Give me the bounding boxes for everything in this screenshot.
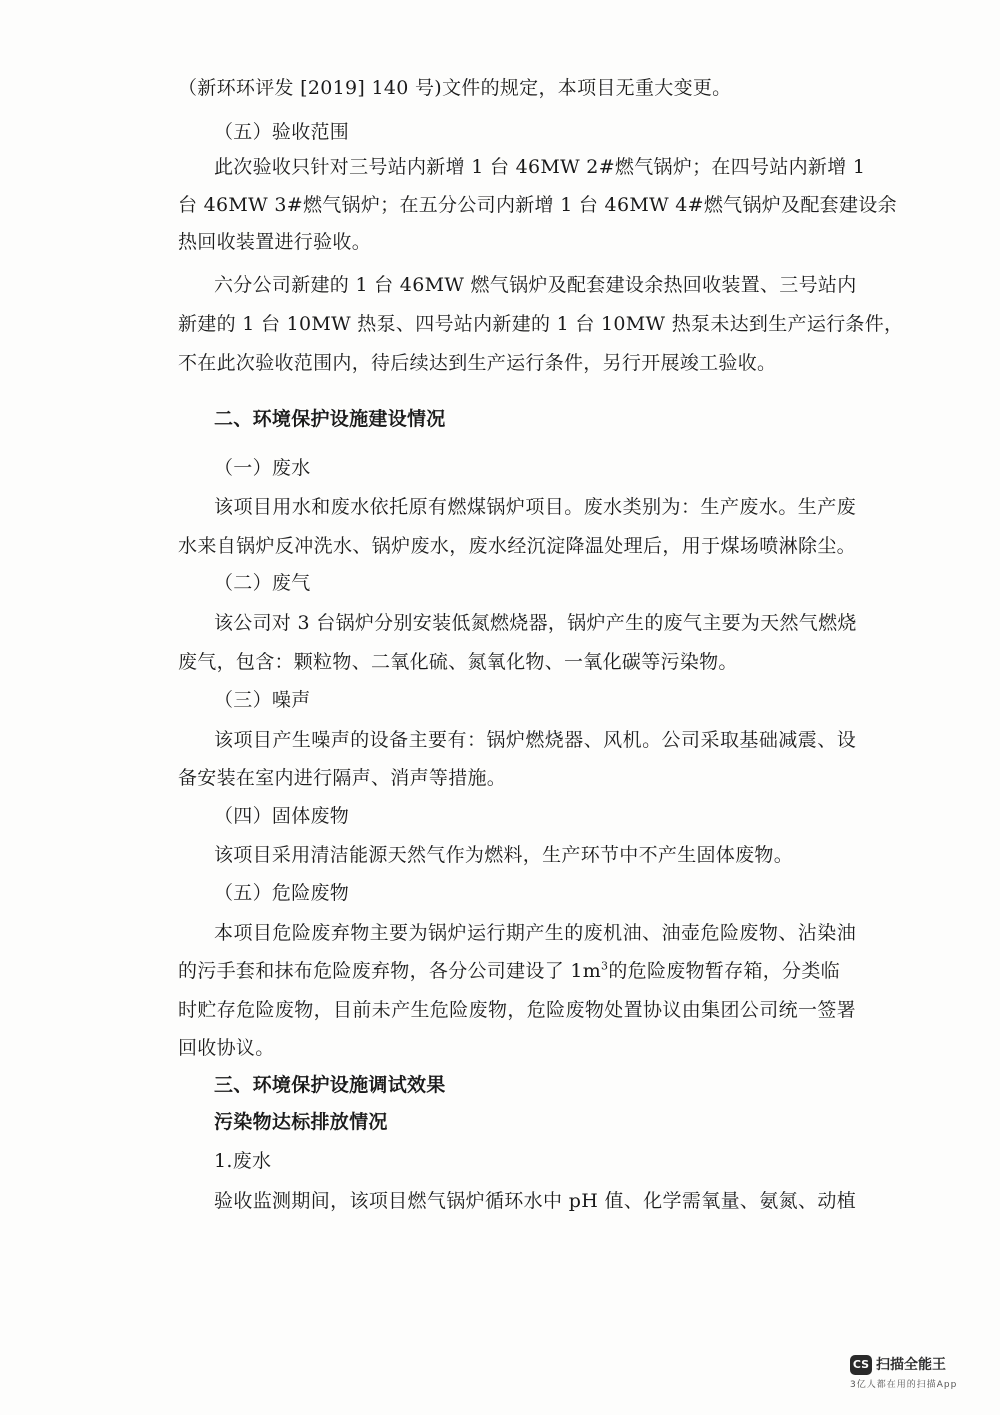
section-heading: （一）废水 <box>214 457 311 479</box>
section-heading: （四）固体废物 <box>214 805 350 827</box>
text-line: 验收监测期间，该项目燃气锅炉循环水中 pH 值、化学需氧量、氨氮、动植 <box>214 1190 856 1212</box>
subheading: 污染物达标排放情况 <box>214 1111 388 1133</box>
text-line: 废气，包含：颗粒物、二氧化硫、氮氧化物、一氧化碳等污染物。 <box>178 651 738 673</box>
text-line: （新环环评发 [2019] 140 号)文件的规定，本项目无重大变更。 <box>178 77 732 99</box>
chapter-heading: 三、环境保护设施调试效果 <box>214 1074 446 1096</box>
text-fragment: 的危险废物暂存箱，分类临 <box>608 960 840 982</box>
text-line: 新建的 1 台 10MW 热泵、四号站内新建的 1 台 10MW 热泵未达到生产运行条件， <box>178 313 904 335</box>
text-line: 水来自锅炉反冲洗水、锅炉废水，废水经沉淀降温处理后，用于煤场喷淋除尘。 <box>178 535 856 557</box>
section-heading: （五）危险废物 <box>214 882 350 904</box>
text-line: 备安装在室内进行隔声、消声等措施。 <box>178 767 507 789</box>
text-line: 热回收装置进行验收。 <box>178 231 372 253</box>
text-line: 该项目采用清洁能源天然气作为燃料，生产环节中不产生固体废物。 <box>214 844 794 866</box>
text-line: 不在此次验收范围内，待后续达到生产运行条件，另行开展竣工验收。 <box>178 352 777 374</box>
text-line <box>178 959 856 983</box>
text-line: 时贮存危险废物，目前未产生危险废物，危险废物处置协议由集团公司统一签署 <box>178 999 856 1021</box>
camscanner-logo-icon: CS <box>850 1355 872 1375</box>
section-heading: （二）废气 <box>214 572 311 594</box>
section-heading: （三）噪声 <box>214 689 311 711</box>
chapter-heading: 二、环境保护设施建设情况 <box>214 408 446 430</box>
subheading: 1.废水 <box>214 1150 272 1172</box>
text-line: 此次验收只针对三号站内新增 1 台 46MW 2#燃气锅炉；在四号站内新增 1 <box>214 156 866 178</box>
text-line: 台 46MW 3#燃气锅炉；在五分公司内新增 1 台 46MW 4#燃气锅炉及配套建设余 <box>178 194 897 216</box>
watermark-name: 扫描全能王 <box>876 1357 946 1373</box>
text-line: 该项目产生噪声的设备主要有：锅炉燃烧器、风机。公司采取基础减震、设 <box>214 729 856 751</box>
scanner-watermark <box>850 1355 970 1395</box>
text-line: 六分公司新建的 1 台 46MW 燃气锅炉及配套建设余热回收装置、三号站内 <box>214 274 857 296</box>
text-fragment: 的污手套和抹布危险废弃物，各分公司建设了 1m <box>178 960 602 982</box>
superscript: 3 <box>601 959 609 973</box>
section-heading: （五）验收范围 <box>214 121 350 143</box>
text-line: 回收协议。 <box>178 1037 275 1059</box>
text-line: 该公司对 3 台锅炉分别安装低氮燃烧器，锅炉产生的废气主要为天然气燃烧 <box>214 612 857 634</box>
text-line: 本项目危险废弃物主要为锅炉运行期产生的废机油、油壶危险废物、沾染油 <box>214 922 856 944</box>
watermark-tagline: 3亿人都在用的扫描App <box>850 1380 958 1390</box>
text-line: 该项目用水和废水依托原有燃煤锅炉项目。废水类别为：生产废水。生产废 <box>214 496 856 518</box>
